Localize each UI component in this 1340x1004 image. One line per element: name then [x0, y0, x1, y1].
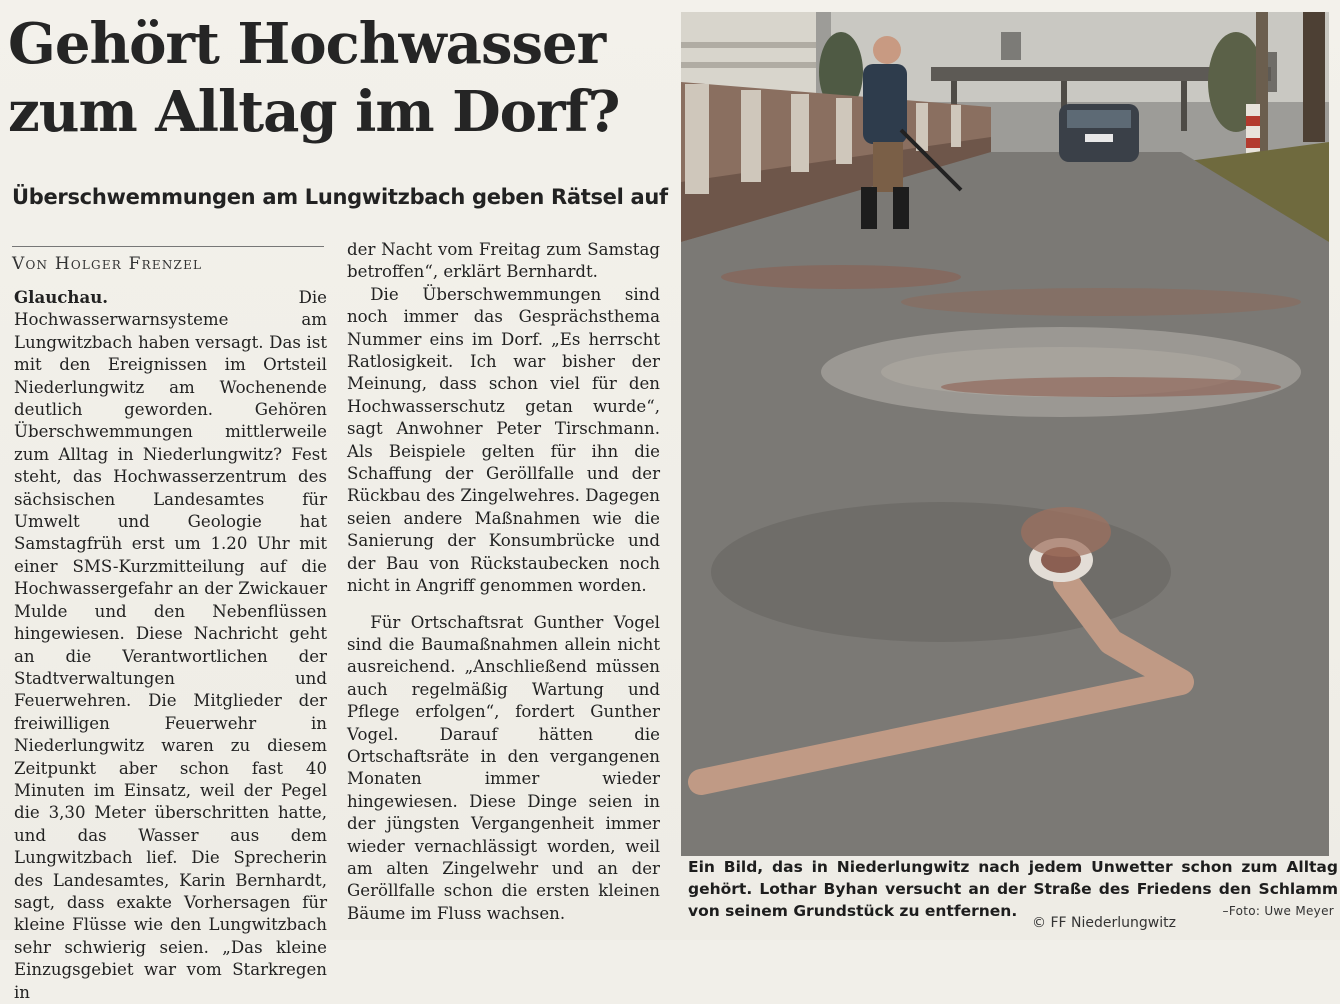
- article-paragraph: Für Ortschaftsrat Gunther Vogel sind die Baumaßnahmen allein nicht ausreichend. „Anschließend müssen auch regelmäßig Wartung und Pflege erfolgen“, fordert Gunther Vogel. Darauf hätten die Ortschaftsräte in den vergangenen Monaten immer wieder hingewiesen. Diese Dinge seien in der jüngsten Vergangenheit immer wieder vernachlässigt worden, weil am alten Zingelwehr und an der Geröllfalle schon die ersten kleinen Bäume im Fluss wachsen.: [347, 612, 660, 923]
- article-paragraph: der Nacht vom Freitag zum Samstag betroffen“, erklärt Bernhardt.: [347, 240, 660, 282]
- headline-line-2: zum Alltag im Dorf?: [8, 79, 620, 145]
- article-subheadline: Überschwemmungen am Lungwitzbach geben Rätsel auf: [12, 185, 668, 209]
- paragraph-text: Die Hochwasserwarnsysteme am Lungwitzbach haben versagt. Das ist mit den Ereignissen im Ortsteil Niederlungwitz am Wochenende deutlich geworden. Gehören Überschwemmungen mittlerweile zum Alltag in Niederlungwitz? Fest steht, das Hochwasserzentrum des sächsischen Landesamtes für Umwelt und Geologie hat Samstagfrüh erst um 1.20 Uhr mit einer SMS-Kurzmitteilung auf die Hochwassergefahr an der Zwickauer Mulde und den Nebenflüssen hingewiesen. Diese Nachricht geht an die Verantwortlichen der Stadtverwaltungen und Feuerwehren. Die Mitglieder der freiwilligen Feuerwehr in Niederlungwitz waren zu diesem Zeitpunkt aber schon fast 40 Minuten im Einsatz, weil der Pegel die 3,30 Meter überschritten hatte, und das Wasser aus dem Lungwitzbach lief. Die Sprecherin des Landesamtes, Karin Bernhardt, sagt, dass exakte Vorhersagen für kleine Flüsse wie den Lungwitzbach sehr schwierig seien. „Das kleine Einzugsgebiet war vom Starkregen in: [14, 288, 327, 1002]
- photo-caption: Ein Bild, das in Niederlungwitz nach jedem Unwetter schon zum Alltag gehört. Lothar Byhan versucht an der Straße des Friedens den Schlamm von seinem Grundstück zu entfernen.: [688, 858, 1338, 920]
- headline-line-1: Gehört Hochwasser: [8, 11, 606, 77]
- article-column-2: [347, 239, 660, 940]
- article-byline: Von Holger Frenzel: [12, 246, 324, 274]
- article-dateline: Glauchau.: [14, 287, 109, 307]
- article-photo: [681, 12, 1329, 856]
- article-column-1: [14, 286, 327, 1002]
- article-paragraph: Die Überschwemmungen sind noch immer das Gesprächsthema Nummer eins im Dorf. „Es herrscht Ratlosigkeit. Ich war bisher der Meinung, dass schon viel für den Hochwasserschutz getan wurde“, sagt Anwohner Peter Tirschmann. Als Beispiele gelten für ihn die Schaffung der Geröllfalle und der Rückbau des Zingelwehres. Dagegen seien andere Maßnahmen wie die Sanierung der Konsumbrücke und der Bau von Rückstaubecken noch nicht in Angriff genommen worden.: [347, 284, 660, 596]
- article-headline: [8, 10, 668, 146]
- photo-illustration: [681, 12, 1329, 856]
- photo-credit: –Foto: Uwe Meyer: [1222, 904, 1334, 918]
- copyright-notice: © FF Niederlungwitz: [1032, 915, 1176, 931]
- article-paragraph: [14, 286, 327, 1004]
